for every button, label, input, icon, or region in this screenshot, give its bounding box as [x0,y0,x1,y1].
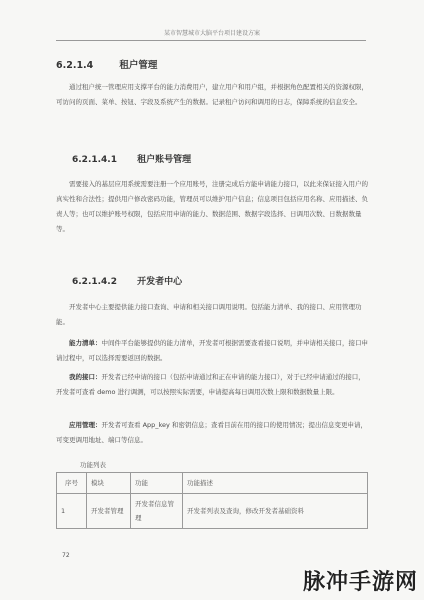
paragraph-my-interfaces [56,370,368,400]
function-table [56,472,368,529]
section-title: 开发者中心 [137,277,183,287]
table-caption: 功能列表 [80,461,106,469]
table-header-cell: 序号 [57,473,87,494]
paragraph-capability-list [56,336,368,366]
section-heading-developer-center [72,274,182,287]
item-text: 开发者已经申请的接口（包括申请通过和正在申请的能力接口），对于已经申请通过的接口，开发者可查看 demo 进行调测，可以按照实际需要，申请提高每日调用次数上限和数据数量上限。 [56,373,365,396]
section-number: 6.2.1.4.1 [72,155,117,165]
item-label: 应用管理： [69,421,102,429]
section-heading-tenant-management [56,57,157,71]
table-cell: 开发者信息管理 [131,494,183,529]
item-label: 我的接口： [69,373,102,381]
item-label: 能力清单： [69,339,102,347]
page-number: 72 [62,552,70,559]
table-header-cell: 功能 [131,473,183,494]
table-header-row [57,473,368,494]
table-cell: 开发者管理 [87,494,131,529]
section-title: 租户账号管理 [137,155,192,165]
table-cell: 1 [57,494,87,529]
table-header-cell: 模块 [87,473,131,494]
paragraph-developer-center-intro: 开发者中心主要提供能力接口查询、申请和相关接口调用说明。包括能力清单、我的接口、应用管理功能。 [56,303,362,326]
site-watermark: 脉冲手游网 [302,570,418,595]
item-text: 开发者可查看 App_key 和密钥信息；查看目前在用的接口的使用情况；提出信息变更申请，可变更调用地址、端口等信息。 [56,421,367,444]
section-number: 6.2.1.4 [56,60,94,71]
table-header-cell: 功能描述 [183,473,368,494]
paragraph-tenant-account: 需要接入的基层应用系统需要注册一个应用账号，注册完成后方能申请能力接口，以此来保证接入用户的真实性和合法性；提供用户修改密码功能，管理员可以维护用户信息；信息项目包括应用名称、应用描述、负责人等；也可以维护账号权限，包括应用申请的能力、数据范围、数据字段选择、日调用次数、日数据数量等。 [56,180,368,233]
table-cell: 开发者列表及查询，修改开发者基础资料 [183,494,368,529]
paragraph-app-management [56,418,368,448]
table-row [57,494,368,529]
section-heading-tenant-account [72,152,191,165]
header-rule [56,40,366,41]
page-header: 某市智慧城市大脑平台项目建设方案 [163,30,260,37]
item-text: 中间件平台能够提供的能力清单，开发者可根据需要查看接口说明，并申请相关接口，接口申请过程中，可以选择需要返回的数据。 [56,339,368,362]
section-number: 6.2.1.4.2 [72,277,117,287]
paragraph-tenant-management: 通过租户统一管理应用支撑平台的能力消费用户，建立用户和用户组，并根据角色配置相关的资源权限，可访问的页面、菜单、按钮、字段及系统产生的数据。记录租户访问和调用的日志，保障系统的信息安全。 [56,83,368,106]
section-title: 租户管理 [119,60,158,71]
